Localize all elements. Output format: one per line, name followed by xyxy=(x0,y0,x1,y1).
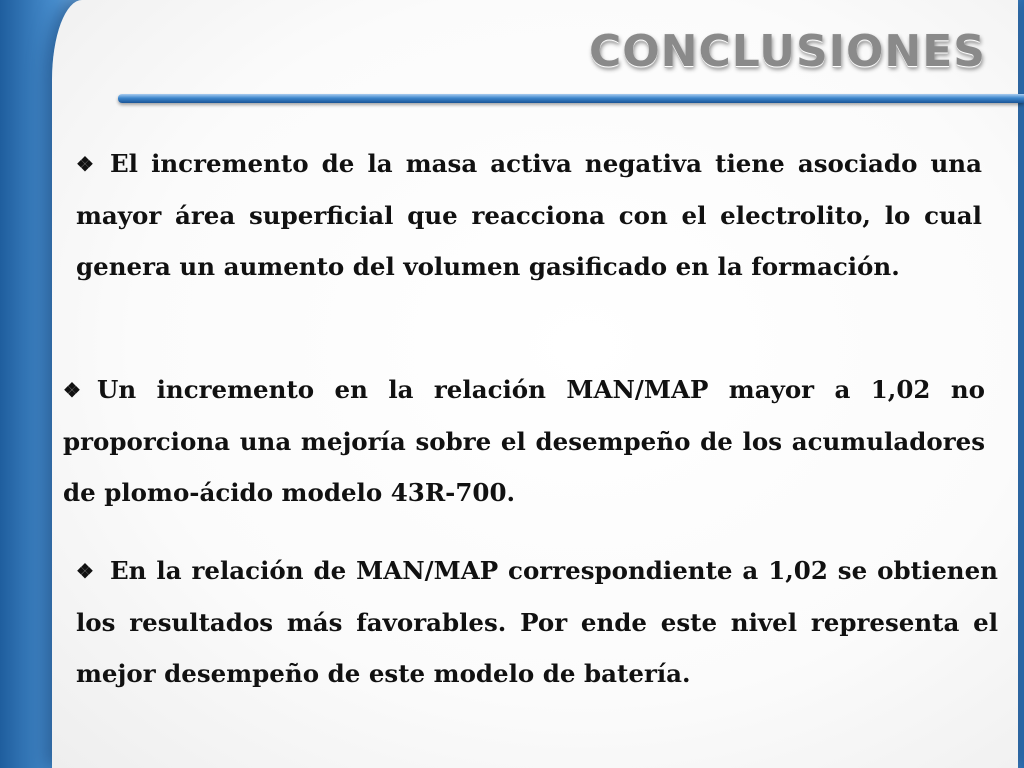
bullet-item-1 xyxy=(76,138,982,292)
bullet-item-3 xyxy=(76,545,998,699)
title-underline-bar xyxy=(118,94,1024,103)
diamond-bullet-icon: ❖ xyxy=(76,152,94,176)
bullet-text-2: Un incremento en la relación MAN/MAP mayor a 1,02 no proporciona una mejoría sobre el desempeño de los acumuladores de plomo-ácido modelo 43R-700. xyxy=(63,375,985,507)
bullet-text-1: El incremento de la masa activa negativa tiene asociado una mayor área superficial que reacciona con el electrolito, lo cual genera un aumento del volumen gasificado en la formación. xyxy=(76,149,982,281)
diamond-bullet-icon: ❖ xyxy=(76,559,94,583)
slide-title: CONCLUSIONES xyxy=(588,26,986,77)
bullet-text-3: En la relación de MAN/MAP correspondiente a 1,02 se obtienen los resultados más favorables. Por ende este nivel representa el mejor desempeño de este modelo de batería. xyxy=(76,556,998,688)
diamond-bullet-icon: ❖ xyxy=(63,378,81,402)
bullet-item-2 xyxy=(63,364,985,518)
